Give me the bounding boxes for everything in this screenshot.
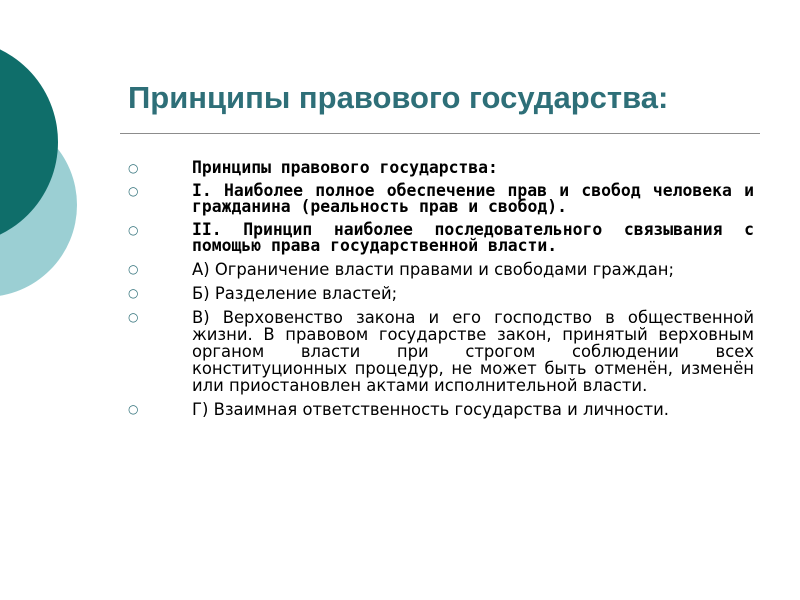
list-item <box>128 401 754 418</box>
list-item-text: Принципы правового государства: <box>192 158 498 177</box>
list-item <box>128 183 754 215</box>
list-item <box>128 261 754 278</box>
list-item-text: Б) Разделение властей; <box>192 284 398 303</box>
bullet-circle-icon: ○ <box>128 161 139 175</box>
decorative-circles <box>0 0 110 330</box>
slide-title: Принципы правового государства: <box>128 80 669 115</box>
title-divider <box>120 133 760 134</box>
list-item <box>128 309 754 394</box>
list-item <box>128 160 754 176</box>
list-item-text: Г) Взаимная ответственность государства и личности. <box>192 400 669 419</box>
bullet-circle-icon: ○ <box>128 286 139 300</box>
list-item-text: I. Наиболее полное обеспечение прав и свобод человека и гражданина (реальность прав и свобод). <box>192 181 754 216</box>
bullet-list <box>128 160 754 425</box>
bullet-circle-icon: ○ <box>128 262 139 276</box>
bullet-circle-icon: ○ <box>128 402 139 416</box>
list-item-text: В) Верховенство закона и его господство в общественной жизни. В правовом государстве закон, принятый верховным органом власти при строгом соблюдении всех конституционных процедур, не может быть отменён, изменён или приостановлен актами исполнительной власти. <box>192 308 754 395</box>
list-item-text: II. Принцип наиболее последовательного связывания с помощью права государственной власти. <box>192 220 754 255</box>
list-item <box>128 285 754 302</box>
bullet-circle-icon: ○ <box>128 310 139 324</box>
bullet-circle-icon: ○ <box>128 184 139 198</box>
bullet-circle-icon: ○ <box>128 223 139 237</box>
list-item <box>128 222 754 254</box>
list-item-text: А) Ограничение власти правами и свободами граждан; <box>192 260 675 279</box>
